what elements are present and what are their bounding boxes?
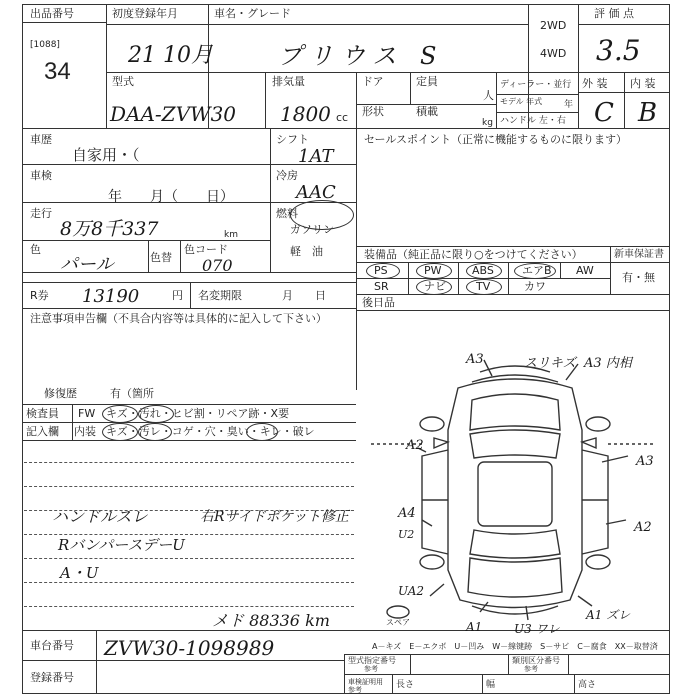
dmg-left-u2: U2 [398, 528, 415, 541]
dmg-top-mid: スリキズ [524, 356, 576, 371]
exterior-label: 外 装 [582, 77, 608, 90]
first-reg-label: 初度登録年月 [112, 7, 178, 20]
divider [508, 654, 509, 674]
equip-tv: TV [476, 280, 491, 293]
divider [610, 246, 611, 294]
divider [356, 294, 670, 295]
equip-navi: ナビ [424, 280, 446, 293]
divider [22, 128, 670, 129]
fuel-circle [290, 200, 354, 230]
divider [180, 240, 181, 272]
divider [22, 660, 344, 661]
height-label: 高さ [578, 680, 597, 690]
displacement-value: 1800 [280, 102, 331, 126]
color-label: 色 [30, 243, 41, 256]
divider [270, 128, 271, 272]
model-code-label: 型式 [112, 75, 134, 88]
shape-label: 形状 [362, 105, 384, 118]
dmg-left-a2: A2 [406, 438, 424, 453]
note-line-1: ハンドルスレ [52, 507, 148, 526]
dmg-top-right: A3 内相 [584, 356, 632, 371]
inspector-label-2: 記入欄 [26, 425, 59, 438]
divider [458, 262, 459, 294]
mileage-value: 8万8千337 [60, 218, 159, 240]
divider [392, 674, 393, 694]
first-reg-value: 21 10月 [128, 43, 213, 68]
divider [528, 4, 529, 128]
model-code-value: DAA-ZVW30 [110, 102, 237, 126]
divider [410, 654, 411, 674]
damage-legend: A－キズ E－エクボ U－凹み W－線键跡 S－サビ C－腐食 XX－取替済 [372, 642, 658, 651]
width-label: 幅 [486, 680, 496, 690]
shift-label: シフト [276, 133, 309, 146]
dmg-left-bottom: UA2 [398, 584, 425, 598]
mileage-unit: km [224, 230, 238, 240]
displacement-label: 排気量 [272, 75, 305, 88]
divider [190, 282, 191, 308]
divider [356, 246, 670, 247]
dmg-bottom-a1-left: A1 [466, 620, 483, 634]
sales-label: セールスポイント（正常に機能するものに限ります） [364, 133, 628, 146]
ruled-line [24, 462, 354, 463]
ruled-line [24, 486, 354, 487]
divider [265, 72, 266, 128]
divider [624, 72, 625, 128]
type-cert-sub: 参考 [364, 665, 378, 673]
inspection-label: 車検 [30, 169, 52, 182]
equip-sr: SR [374, 280, 389, 293]
fw-label: FW [78, 407, 96, 420]
model-name-label: 車名・グレード [214, 7, 291, 20]
load-label: 積載 [416, 105, 438, 118]
divider [22, 440, 356, 441]
divider [578, 24, 670, 25]
equip-airbag: エアB [522, 264, 552, 277]
lot-code: [1088] [30, 40, 60, 50]
type-cert-label: 型式指定番号 [348, 656, 396, 665]
dealer-label: ディーラー・並行 [500, 80, 572, 90]
color-change-label: 色替 [150, 251, 172, 264]
divider [496, 94, 578, 95]
history-value: 自家用・（ [72, 146, 140, 164]
color-code-value: 070 [202, 256, 233, 275]
circle-int-scratch [102, 423, 138, 441]
circle-smell [246, 423, 278, 441]
fw-items: キズ・汚れ・ヒビ割・リペア跡・X要 [106, 407, 290, 420]
inspection-fields: 年 月（ 日） [108, 189, 234, 205]
displacement-unit: cc [336, 111, 349, 124]
chassis-label: 車台番号 [30, 639, 74, 652]
fuel-option-gasoline: ガソリン [290, 223, 334, 236]
divider [106, 4, 107, 128]
aircon-label: 冷房 [276, 169, 298, 182]
history-label: 車歴 [30, 133, 52, 146]
regcert-label: 車検証明用 参考 [348, 678, 383, 694]
kg-unit: kg [482, 118, 493, 128]
interior-label: 内 装 [630, 77, 656, 90]
divider [106, 72, 670, 73]
dmg-bottom-u3: U3 ワレ [514, 622, 560, 636]
divider [410, 72, 411, 104]
divider [568, 654, 569, 674]
circle-navi [416, 279, 452, 295]
mileage-label: 走行 [30, 207, 52, 220]
divider [356, 72, 357, 128]
wd4-label: 4WD [540, 47, 567, 60]
divider [106, 24, 528, 25]
ruled-line [24, 606, 354, 607]
circle-scratch [102, 405, 138, 423]
r-value: 13190 [82, 286, 140, 307]
aircon-value: AAC [296, 182, 336, 203]
score-value: 3.5 [596, 34, 641, 67]
shift-value: 1AT [298, 146, 334, 167]
rear-seat-label: 後日品 [362, 296, 395, 309]
divider [560, 262, 561, 278]
dmg-right-lower: A2 [634, 520, 652, 535]
divider [96, 630, 97, 694]
equip-aw: AW [576, 264, 594, 277]
spare-label: スペア [386, 618, 410, 627]
door-label: ドア [362, 75, 384, 88]
category-label: 類別区分番号 [512, 656, 560, 665]
note-line-4: 右Rサイドボケット修正 [200, 509, 349, 525]
equip-abs: ABS [472, 264, 494, 277]
length-label: 長さ [396, 680, 415, 690]
category-sub: 参考 [524, 665, 538, 673]
int-label: 内装 [74, 425, 96, 438]
lot-label: 出品番号 [30, 7, 74, 20]
divider [578, 4, 579, 128]
note-line-2: RバンパースデーU [58, 536, 185, 554]
dmg-bottom-a1-right: A1 ズレ [586, 608, 631, 622]
equip-pw: PW [424, 264, 442, 277]
dmg-right-upper: A3 [636, 454, 654, 469]
divider [496, 72, 497, 128]
score-label: 評 価 点 [594, 7, 634, 20]
repair-label: 修復歴 [44, 387, 77, 400]
lot-number: 34 [44, 58, 71, 85]
divider [356, 128, 357, 390]
divider [574, 674, 575, 694]
model-name-value: プリウス S [278, 42, 445, 70]
divider [72, 404, 73, 440]
capacity-label: 定員 [416, 75, 438, 88]
circle-int-stain [138, 423, 172, 441]
equip-ps: PS [374, 264, 388, 277]
r-label: R券 [30, 289, 49, 302]
notes-title: 注意事項申告欄（不具合内容等は具体的に記入して下さい） [30, 312, 327, 325]
int-items: キズ・汚レ・コゲ・穴・臭い・キレ・破レ [106, 425, 315, 438]
divider [496, 112, 578, 113]
name-change-fields: 月 日 [282, 289, 326, 302]
note-line-3: A・U [60, 564, 99, 582]
name-change-label: 名変期限 [198, 289, 242, 302]
ruled-line [24, 558, 354, 559]
dmg-top-left: A3 [466, 352, 484, 367]
r-unit: 円 [172, 289, 183, 302]
divider [22, 308, 356, 309]
divider [22, 630, 670, 631]
divider [344, 654, 670, 655]
divider [408, 262, 409, 294]
divider [578, 92, 670, 93]
circle-ps [366, 263, 400, 279]
warranty-options: 有・無 [622, 271, 655, 284]
divider [356, 262, 670, 263]
reg-label: 登録番号 [30, 671, 74, 684]
circle-stain [138, 405, 174, 423]
divider [22, 282, 356, 283]
repair-value: 有（箇所 [110, 387, 154, 400]
circle-abs [466, 263, 502, 279]
mileage-note: メド 88336 km [212, 611, 330, 630]
divider [508, 262, 509, 294]
equipment-title: 装備品（純正品に限り○をつけてください） [364, 248, 583, 261]
divider [482, 674, 483, 694]
fuel-option-diesel: 軽 油 [290, 245, 323, 258]
divider [356, 310, 670, 311]
circle-tv [466, 279, 502, 295]
year-unit: 年 [564, 100, 574, 110]
inspector-label-1: 検査員 [26, 407, 59, 420]
color-code-label: 色コード [184, 243, 228, 256]
wd2-label: 2WD [540, 19, 567, 32]
warranty-label: 新車保証書 [614, 249, 664, 260]
circle-pw [416, 263, 452, 279]
exterior-grade: C [594, 98, 614, 128]
person-unit: 人 [483, 89, 494, 102]
fuel-label: 燃料 [276, 207, 298, 220]
handle-label: ハンドル 左・右 [500, 116, 566, 126]
model-year-label: モデル 年式 [500, 97, 543, 106]
divider [22, 22, 106, 23]
color-value: パール [60, 254, 114, 275]
dmg-left-a4: A4 [398, 506, 416, 521]
chassis-value: ZVW30-1098989 [104, 636, 275, 660]
circle-airbag [514, 263, 556, 279]
interior-grade: B [638, 98, 658, 128]
divider [148, 240, 149, 272]
equip-leather: カワ [524, 280, 546, 293]
